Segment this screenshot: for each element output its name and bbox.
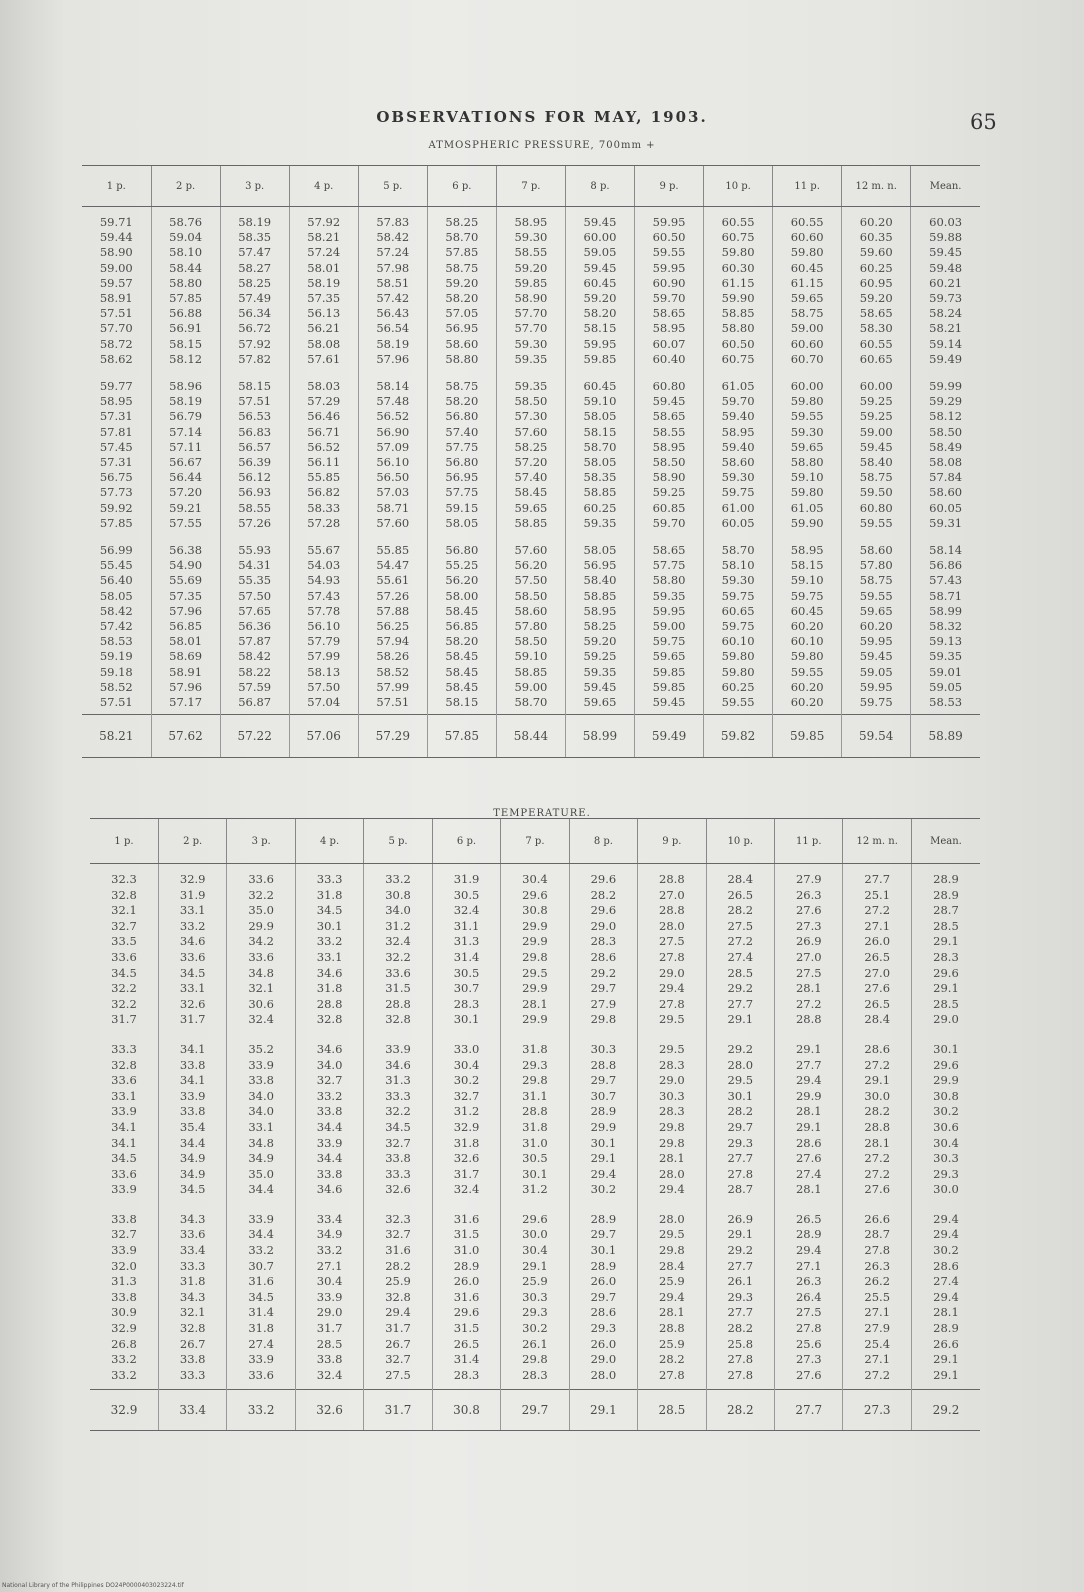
temperature-cell: 33.8 32.7 33.9 32.0 31.3 33.8 30.9 32.9 26.8 33.2 33.2 xyxy=(111,1211,137,1382)
pressure-cell: 58.65 57.75 58.80 59.35 59.95 59.00 59.75 59.65 59.85 59.85 59.45 xyxy=(635,535,704,715)
temperature-cell: 29.6 28.2 29.6 29.0 28.3 28.6 29.2 29.7 27.9 29.8 xyxy=(569,864,637,1034)
mean-cell: 32.9 xyxy=(90,1390,158,1431)
mean-cell: 59.82 xyxy=(704,715,773,758)
pressure-cell: 58.95 59.30 58.55 59.20 59.85 58.90 57.70 57.70 59.30 59.35 xyxy=(496,207,565,372)
temperature-cell: 30.3 28.8 29.7 30.7 28.9 29.9 30.1 29.1 29.4 30.2 xyxy=(569,1034,637,1204)
temperature-cell: 34.6 34.0 32.7 33.2 33.8 34.4 33.9 34.4 33.8 34.6 xyxy=(295,1034,363,1204)
mean-cell: 58.89 xyxy=(911,715,980,758)
mean-cell: 58.44 xyxy=(496,715,565,758)
temperature-day-group xyxy=(90,1204,980,1390)
column-header: 9 p. xyxy=(635,166,704,207)
pressure-cell: 60.20 60.35 59.60 60.25 60.95 59.20 58.65 58.30 60.55 60.65 xyxy=(842,207,911,372)
temperature-cell: 33.3 31.8 34.5 30.1 33.2 33.1 34.6 31.8 28.8 32.8 xyxy=(295,864,363,1034)
pressure-cell: 58.60 57.80 58.75 59.55 59.65 60.20 59.95 59.45 59.05 59.95 59.75 xyxy=(842,535,911,715)
pressure-cell: 58.95 58.15 59.10 59.75 60.45 60.20 60.10 59.80 59.55 60.20 60.20 xyxy=(773,535,842,715)
temperature-cell: 28.0 29.5 29.8 28.4 25.9 29.4 28.1 28.8 25.9 28.2 27.8 xyxy=(638,1204,706,1390)
temperature-cell: 34.1 33.8 34.1 33.9 33.8 35.4 34.4 34.9 34.9 34.5 xyxy=(158,1034,226,1204)
pressure-cell: 59.45 60.00 59.05 59.45 60.45 59.20 58.20 58.15 59.95 59.85 xyxy=(565,207,634,372)
pressure-cell: 60.55 60.60 59.80 60.45 61.15 59.65 58.75 59.00 60.60 60.70 xyxy=(773,207,842,372)
pressure-cell: 57.83 58.42 57.24 57.98 58.51 57.42 56.43 56.54 58.19 57.96 xyxy=(358,207,427,372)
pressure-cell: 58.03 57.29 56.46 56.71 56.52 56.11 55.85 56.82 58.33 57.28 xyxy=(289,371,358,535)
column-header: 5 p. xyxy=(364,819,432,864)
temperature-cell: 32.3 32.7 31.6 28.2 25.9 32.8 29.4 31.7 26.7 32.7 27.5 xyxy=(364,1204,432,1390)
temperature-cell: 28.9 29.7 30.1 28.9 26.0 29.7 28.6 29.3 26.0 29.0 28.0 xyxy=(569,1204,637,1390)
pressure-cell: 58.15 57.51 56.53 56.83 56.57 56.39 56.12 56.93 58.55 57.26 xyxy=(220,371,289,535)
temperature-cell: 30.4 29.6 30.8 29.9 29.9 29.8 29.5 29.9 28.1 29.9 xyxy=(501,864,569,1034)
column-header: 7 p. xyxy=(496,166,565,207)
mean-cell: 57.22 xyxy=(220,715,289,758)
pressure-cell: 59.35 58.50 57.30 57.60 58.25 57.20 57.40 58.45 59.65 58.85 xyxy=(496,371,565,535)
pressure-cell: 58.76 59.04 58.10 58.44 58.80 57.85 56.88 56.91 58.15 58.12 xyxy=(151,207,220,372)
temperature-cell: 26.9 29.1 29.2 27.7 26.1 29.3 27.7 28.2 25.8 27.8 27.8 xyxy=(706,1204,774,1390)
pressure-cell: 58.96 58.19 56.79 57.14 57.11 56.67 56.44 57.20 59.21 57.55 xyxy=(151,371,220,535)
page-number: 65 xyxy=(970,110,997,134)
column-header: 6 p. xyxy=(427,166,496,207)
column-header: 9 p. xyxy=(638,819,706,864)
mean-cell: 57.85 xyxy=(427,715,496,758)
column-header: 5 p. xyxy=(358,166,427,207)
temperature-cell: 30.1 29.6 29.9 30.8 30.2 30.6 30.4 30.3 29.3 30.0 xyxy=(911,1034,980,1204)
column-header: 10 p. xyxy=(706,819,774,864)
pressure-cell: 59.71 59.44 58.90 59.00 59.57 58.91 57.51 57.70 58.72 58.62 xyxy=(99,215,133,366)
temperature-table xyxy=(90,818,980,1431)
column-header: 7 p. xyxy=(501,819,569,864)
mean-cell: 32.6 xyxy=(295,1390,363,1431)
scan-credit: National Library of the Philippines DO24P0000403023224.tif xyxy=(2,1582,184,1589)
column-header: Mean. xyxy=(911,166,980,207)
pressure-cell: 58.05 56.95 58.40 58.85 58.95 58.25 59.20 59.25 59.35 59.45 59.65 xyxy=(565,535,634,715)
mean-cell: 57.62 xyxy=(151,715,220,758)
column-header: 11 p. xyxy=(775,819,843,864)
pressure-cell: 59.95 60.50 59.55 59.95 60.90 59.70 58.65 58.95 60.07 60.40 xyxy=(635,207,704,372)
pressure-cell: 55.85 54.47 55.61 57.26 57.88 56.25 57.94 58.26 58.52 57.99 57.51 xyxy=(358,535,427,715)
pressure-mean-row xyxy=(82,715,980,758)
temperature-cell: 29.5 28.3 29.0 30.3 28.3 29.8 29.8 28.1 28.0 29.4 xyxy=(638,1034,706,1204)
mean-cell: 29.2 xyxy=(911,1390,980,1431)
column-header: 3 p. xyxy=(227,819,295,864)
temperature-cell: 33.0 30.4 30.2 32.7 31.2 32.9 31.8 32.6 31.7 32.4 xyxy=(432,1034,500,1204)
pressure-cell: 58.14 56.86 57.43 58.71 58.99 58.32 59.13 59.35 59.01 59.05 58.53 xyxy=(911,535,980,715)
temperature-mean-row xyxy=(90,1390,980,1431)
column-header: 2 p. xyxy=(158,819,226,864)
column-header: 12 m. n. xyxy=(843,819,911,864)
mean-cell: 59.54 xyxy=(842,715,911,758)
temperature-cell: 33.9 34.4 33.2 30.7 31.6 34.5 31.4 31.8 27.4 33.9 33.6 xyxy=(227,1204,295,1390)
pressure-cell: 56.99 55.45 56.40 58.05 58.42 57.42 58.53 59.19 59.18 58.52 57.51 xyxy=(99,543,133,710)
temperature-cell: 31.9 30.5 32.4 31.1 31.3 31.4 30.5 30.7 28.3 30.1 xyxy=(432,864,500,1034)
temperature-cell: 29.6 30.0 30.4 29.1 25.9 30.3 29.3 30.2 26.1 29.8 28.3 xyxy=(501,1204,569,1390)
temperature-cell: 29.1 27.7 29.4 29.9 28.1 29.1 28.6 27.6 27.4 28.1 xyxy=(775,1034,843,1204)
column-header: 10 p. xyxy=(704,166,773,207)
mean-cell: 27.3 xyxy=(843,1390,911,1431)
mean-cell: 28.2 xyxy=(706,1390,774,1431)
mean-cell: 28.5 xyxy=(638,1390,706,1431)
temperature-cell: 29.4 29.4 30.2 28.6 27.4 29.4 28.1 28.9 26.6 29.1 29.1 xyxy=(911,1204,980,1390)
pressure-cell: 60.03 59.88 59.45 59.48 60.21 59.73 58.24 58.21 59.14 59.49 xyxy=(911,207,980,372)
temperature-cell: 29.2 28.0 29.5 30.1 28.2 29.7 29.3 27.7 27.8 28.7 xyxy=(706,1034,774,1204)
column-header: 12 m. n. xyxy=(842,166,911,207)
temperature-cell: 33.6 32.2 35.0 29.9 34.2 33.6 34.8 32.1 30.6 32.4 xyxy=(227,864,295,1034)
temperature-cell: 28.6 27.2 29.1 30.0 28.2 28.8 28.1 27.2 27.2 27.6 xyxy=(843,1034,911,1204)
temperature-cell: 33.2 30.8 34.0 31.2 32.4 32.2 33.6 31.5 28.8 32.8 xyxy=(364,864,432,1034)
pressure-cell: 58.14 57.48 56.52 56.90 57.09 56.10 56.50 57.03 58.71 57.60 xyxy=(358,371,427,535)
pressure-header-row xyxy=(82,166,980,207)
temperature-cell: 32.3 32.8 32.1 32.7 33.5 33.6 34.5 32.2 32.2 31.7 xyxy=(111,872,137,1027)
mean-cell: 59.85 xyxy=(773,715,842,758)
pressure-section-title: ATMOSPHERIC PRESSURE, 700mm + xyxy=(428,140,656,151)
pressure-day-group xyxy=(82,207,980,372)
mean-cell: 27.7 xyxy=(775,1390,843,1431)
temperature-cell: 33.9 34.6 31.3 33.3 32.2 34.5 32.7 33.8 33.3 32.6 xyxy=(364,1034,432,1204)
temperature-cell: 27.7 25.1 27.2 27.1 26.0 26.5 27.0 27.6 26.5 28.4 xyxy=(843,864,911,1034)
temperature-cell: 33.3 32.8 33.6 33.1 33.9 34.1 34.1 34.5 33.6 33.9 xyxy=(111,1041,137,1197)
pressure-cell: 60.55 60.75 59.80 60.30 61.15 59.90 58.85 58.80 60.50 60.75 xyxy=(704,207,773,372)
temperature-cell: 27.9 26.3 27.6 27.3 26.9 27.0 27.5 28.1 27.2 28.8 xyxy=(775,864,843,1034)
pressure-table xyxy=(82,165,980,758)
temperature-cell: 34.3 33.6 33.4 33.3 31.8 34.3 32.1 32.8 26.7 33.8 33.3 xyxy=(158,1204,226,1390)
temperature-cell: 28.8 27.0 28.8 28.0 27.5 27.8 29.0 29.4 27.8 29.5 xyxy=(638,864,706,1034)
pressure-cell: 58.70 58.10 59.30 59.75 60.65 59.75 60.10 59.80 59.80 60.25 59.55 xyxy=(704,535,773,715)
temperature-cell: 33.4 34.9 33.2 27.1 30.4 33.9 29.0 31.7 28.5 33.8 32.4 xyxy=(295,1204,363,1390)
column-header: 3 p. xyxy=(220,166,289,207)
pressure-cell: 60.00 59.25 59.25 59.00 59.45 58.40 58.75 59.50 60.80 59.55 xyxy=(842,371,911,535)
mean-cell: 58.21 xyxy=(82,715,151,758)
pressure-cell: 57.92 58.21 57.24 58.01 58.19 57.35 56.13 56.21 58.08 57.61 xyxy=(289,207,358,372)
temperature-day-group xyxy=(90,864,980,1034)
pressure-cell: 60.00 59.80 59.55 59.30 59.65 58.80 59.10 59.80 61.05 59.90 xyxy=(773,371,842,535)
pressure-day-group xyxy=(82,371,980,535)
page-title: OBSERVATIONS FOR MAY, 1903. xyxy=(376,108,708,126)
mean-cell: 33.2 xyxy=(227,1390,295,1431)
column-header: 11 p. xyxy=(773,166,842,207)
mean-cell: 57.29 xyxy=(358,715,427,758)
column-header: 6 p. xyxy=(432,819,500,864)
pressure-day-group xyxy=(82,535,980,715)
pressure-cell: 58.19 58.35 57.47 58.27 58.25 57.49 56.34 56.72 57.92 57.82 xyxy=(220,207,289,372)
mean-cell: 59.49 xyxy=(635,715,704,758)
mean-cell: 31.7 xyxy=(364,1390,432,1431)
mean-cell: 33.4 xyxy=(158,1390,226,1431)
pressure-cell: 61.05 59.70 59.40 58.95 59.40 58.60 59.30 59.75 61.00 60.05 xyxy=(704,371,773,535)
mean-cell: 29.1 xyxy=(569,1390,637,1431)
temperature-cell: 31.6 31.5 31.0 28.9 26.0 31.6 29.6 31.5 26.5 31.4 28.3 xyxy=(432,1204,500,1390)
mean-cell: 29.7 xyxy=(501,1390,569,1431)
temperature-cell: 26.5 28.9 29.4 27.1 26.3 26.4 27.5 27.8 25.6 27.3 27.6 xyxy=(775,1204,843,1390)
mean-cell: 58.99 xyxy=(565,715,634,758)
mean-cell: 57.06 xyxy=(289,715,358,758)
mean-cell: 30.8 xyxy=(432,1390,500,1431)
temperature-cell: 26.6 28.7 27.8 26.3 26.2 25.5 27.1 27.9 25.4 27.1 27.2 xyxy=(843,1204,911,1390)
column-header: 1 p. xyxy=(82,166,151,207)
column-header: 1 p. xyxy=(90,819,158,864)
column-header: 8 p. xyxy=(569,819,637,864)
temperature-cell: 28.4 26.5 28.2 27.5 27.2 27.4 28.5 29.2 27.7 29.1 xyxy=(706,864,774,1034)
temperature-header-row xyxy=(90,819,980,864)
pressure-cell: 55.67 54.03 54.93 57.43 57.78 56.10 57.79 57.99 58.13 57.50 57.04 xyxy=(289,535,358,715)
column-header: 4 p. xyxy=(295,819,363,864)
pressure-cell: 56.38 54.90 55.69 57.35 57.96 56.85 58.01 58.69 58.91 57.96 57.17 xyxy=(151,535,220,715)
pressure-cell: 58.75 58.20 56.80 57.40 57.75 56.80 56.95 57.75 59.15 58.05 xyxy=(427,371,496,535)
pressure-cell: 57.60 56.20 57.50 58.50 58.60 57.80 58.50 59.10 58.85 59.00 58.70 xyxy=(496,535,565,715)
temperature-cell: 32.9 31.9 33.1 33.2 34.6 33.6 34.5 33.1 32.6 31.7 xyxy=(158,864,226,1034)
pressure-cell: 58.25 58.70 57.85 58.75 59.20 58.20 57.05 56.95 58.60 58.80 xyxy=(427,207,496,372)
pressure-cell: 60.45 59.10 58.05 58.15 58.70 58.05 58.35 58.85 60.25 59.35 xyxy=(565,371,634,535)
column-header: Mean. xyxy=(911,819,980,864)
temperature-cell: 28.9 28.9 28.7 28.5 29.1 28.3 29.6 29.1 28.5 29.0 xyxy=(911,864,980,1034)
column-header: 4 p. xyxy=(289,166,358,207)
pressure-cell: 56.80 55.25 56.20 58.00 58.45 56.85 58.20 58.45 58.45 58.45 58.15 xyxy=(427,535,496,715)
temperature-cell: 35.2 33.9 33.8 34.0 34.0 33.1 34.8 34.9 35.0 34.4 xyxy=(227,1034,295,1204)
pressure-cell: 60.80 59.45 58.65 58.55 58.95 58.50 58.90 59.25 60.85 59.70 xyxy=(635,371,704,535)
pressure-cell: 59.77 58.95 57.31 57.81 57.45 57.31 56.75 57.73 59.92 57.85 xyxy=(99,379,133,530)
column-header: 8 p. xyxy=(565,166,634,207)
pressure-cell: 59.99 59.29 58.12 58.50 58.49 58.08 57.84 58.60 60.05 59.31 xyxy=(911,371,980,535)
temperature-section-title: TEMPERATURE. xyxy=(493,808,591,819)
temperature-cell: 31.8 29.3 29.8 31.1 28.8 31.8 31.0 30.5 30.1 31.2 xyxy=(501,1034,569,1204)
pressure-cell: 55.93 54.31 55.35 57.50 57.65 56.36 57.87 58.42 58.22 57.59 56.87 xyxy=(220,535,289,715)
column-header: 2 p. xyxy=(151,166,220,207)
temperature-day-group xyxy=(90,1034,980,1204)
